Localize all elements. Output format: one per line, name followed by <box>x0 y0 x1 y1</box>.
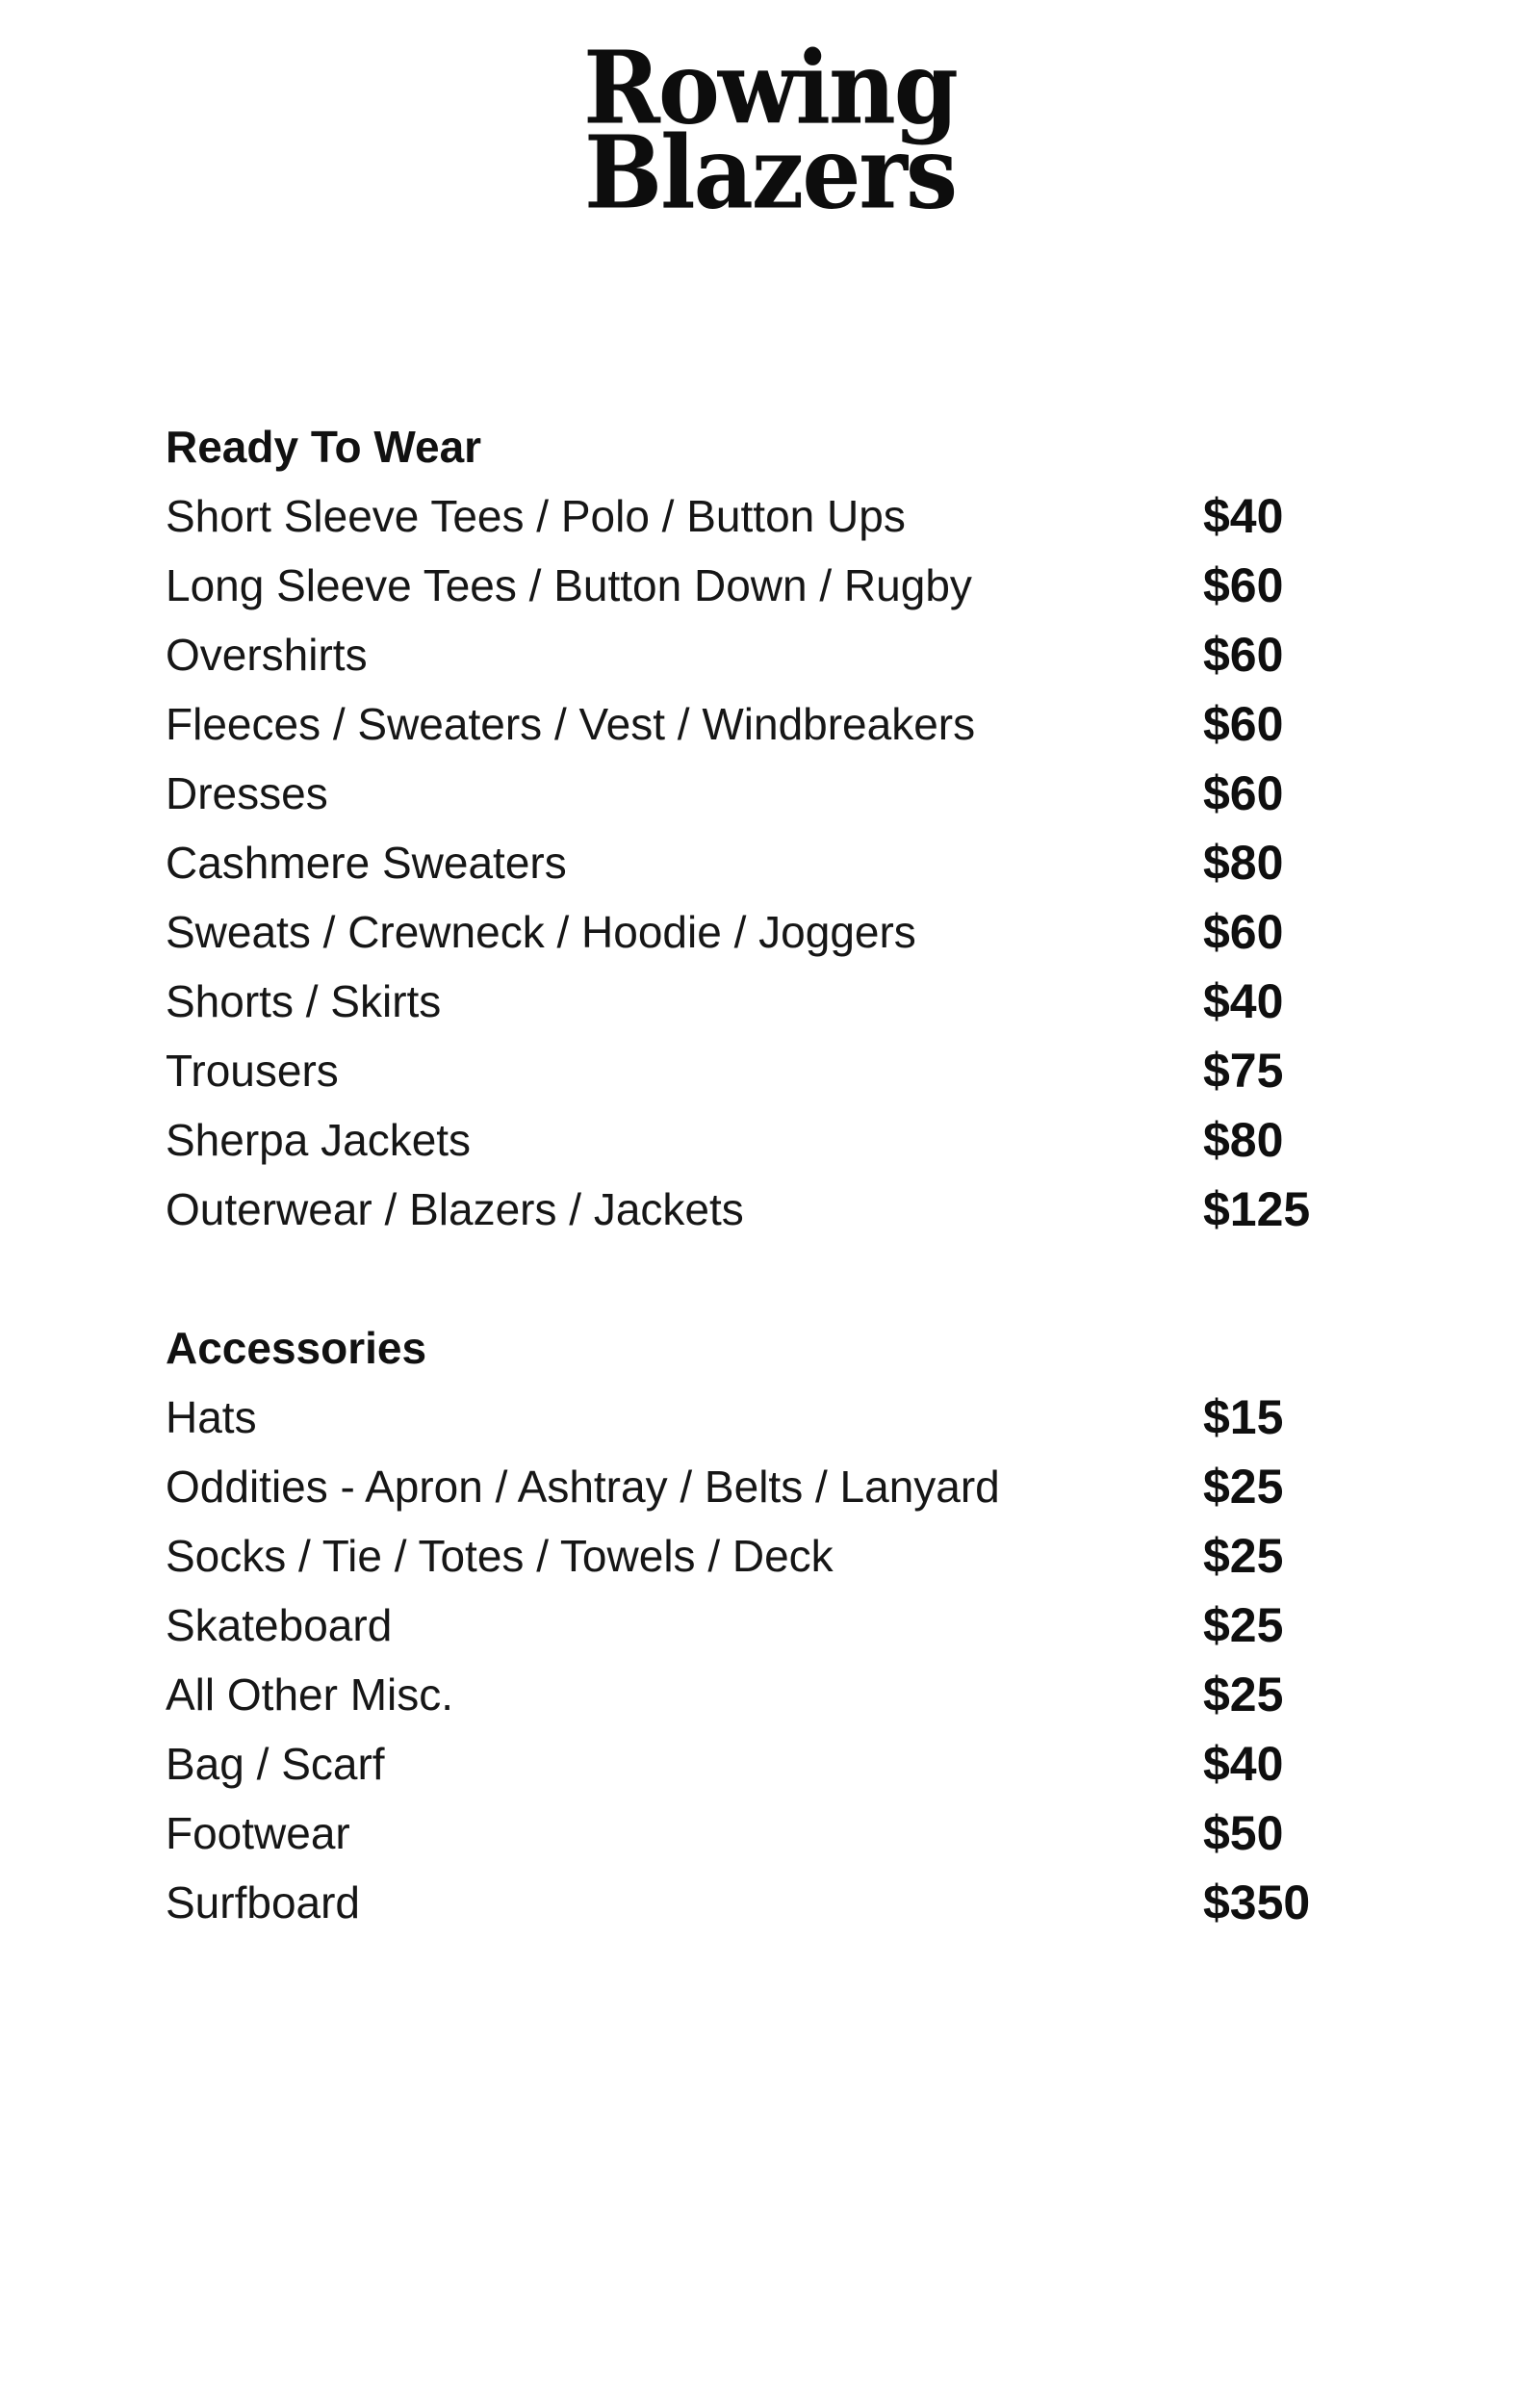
item-name: All Other Misc. <box>166 1669 454 1720</box>
item-price: $25 <box>1203 1529 1284 1583</box>
item-name: Fleeces / Sweaters / Vest / Windbreakers <box>166 699 976 749</box>
item-price: $350 <box>1203 1876 1311 1929</box>
item-name: Overshirts <box>166 630 368 680</box>
price-row <box>166 967 1378 1036</box>
section-title: Ready To Wear <box>166 422 482 472</box>
logo-line-1: Rowing <box>583 29 957 147</box>
item-name: Shorts / Skirts <box>166 976 442 1026</box>
price-row <box>166 551 1378 620</box>
item-price: $60 <box>1203 697 1284 751</box>
item-name: Bag / Scarf <box>166 1739 385 1789</box>
logo-line-2: Blazers <box>583 114 957 232</box>
item-name: Sweats / Crewneck / Hoodie / Joggers <box>166 907 916 957</box>
brand-logo <box>0 29 1540 232</box>
item-price: $40 <box>1203 489 1284 543</box>
item-price: $75 <box>1203 1044 1284 1098</box>
item-name: Cashmere Sweaters <box>166 838 567 888</box>
item-price: $40 <box>1203 974 1284 1028</box>
price-row <box>166 1660 1378 1729</box>
item-price: $125 <box>1203 1182 1311 1236</box>
item-price: $25 <box>1203 1668 1284 1721</box>
price-row <box>166 1452 1378 1521</box>
item-price: $80 <box>1203 1113 1284 1167</box>
item-price: $80 <box>1203 836 1284 890</box>
price-row <box>166 1175 1378 1244</box>
item-name: Footwear <box>166 1808 350 1858</box>
price-row <box>166 620 1378 689</box>
price-row <box>166 481 1378 551</box>
price-row <box>166 1729 1378 1799</box>
item-name: Trousers <box>166 1046 339 1096</box>
item-price: $15 <box>1203 1390 1284 1444</box>
item-name: Dresses <box>166 768 328 818</box>
item-name: Sherpa Jackets <box>166 1115 472 1165</box>
price-row <box>166 1521 1378 1591</box>
item-name: Oddities - Apron / Ashtray / Belts / Lanyard <box>166 1462 1000 1512</box>
item-price: $25 <box>1203 1460 1284 1514</box>
section-accessories <box>166 1313 1378 1937</box>
item-price: $60 <box>1203 905 1284 959</box>
item-price: $25 <box>1203 1598 1284 1652</box>
price-row <box>166 1105 1378 1175</box>
item-name: Socks / Tie / Totes / Towels / Deck <box>166 1531 834 1581</box>
item-price: $60 <box>1203 628 1284 682</box>
item-price: $60 <box>1203 766 1284 820</box>
price-row <box>166 1799 1378 1868</box>
price-row <box>166 1868 1378 1937</box>
price-row <box>166 828 1378 897</box>
item-name: Short Sleeve Tees / Polo / Button Ups <box>166 491 906 541</box>
item-price: $40 <box>1203 1737 1284 1791</box>
item-name: Outerwear / Blazers / Jackets <box>166 1184 744 1234</box>
price-row <box>166 1591 1378 1660</box>
price-row <box>166 1383 1378 1452</box>
item-price: $60 <box>1203 558 1284 612</box>
item-price: $50 <box>1203 1806 1284 1860</box>
section-title: Accessories <box>166 1323 427 1373</box>
section-ready-to-wear <box>166 412 1378 1244</box>
item-name: Surfboard <box>166 1877 361 1928</box>
price-row <box>166 897 1378 967</box>
price-row <box>166 759 1378 828</box>
price-row <box>166 1036 1378 1105</box>
item-name: Skateboard <box>166 1600 393 1650</box>
item-name: Hats <box>166 1392 257 1442</box>
item-name: Long Sleeve Tees / Button Down / Rugby <box>166 560 972 610</box>
price-row <box>166 689 1378 759</box>
